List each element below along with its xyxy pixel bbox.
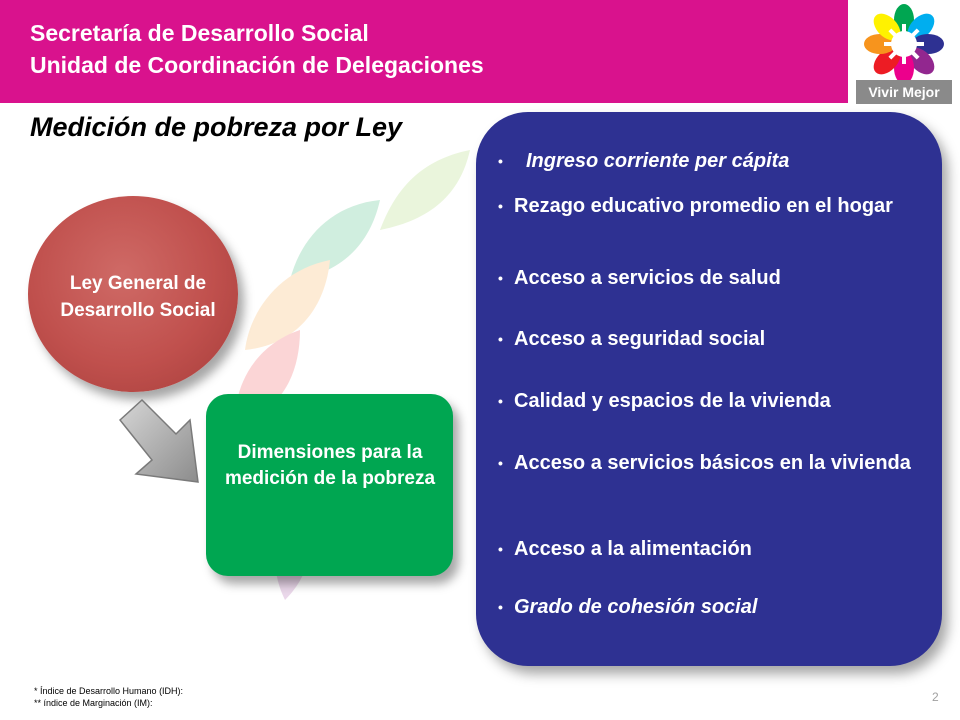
footnote-im: ** índice de Marginación (IM): — [34, 698, 153, 708]
list-item: • Calidad y espacios de la vivienda — [498, 390, 831, 412]
bullet-icon: • — [498, 198, 503, 214]
header-organization: Secretaría de Desarrollo Social — [30, 20, 369, 46]
slide-subtitle: Medición de pobreza por Ley — [30, 112, 403, 142]
bullet-icon: • — [498, 331, 503, 347]
law-circle-label: Ley General de Desarrollo Social — [60, 273, 216, 321]
bullet-icon: • — [498, 599, 503, 615]
bullet-icon: • — [498, 455, 503, 471]
bullet-icon: • — [498, 393, 503, 409]
list-item: • Acceso a servicios de salud — [498, 267, 781, 289]
vivir-mejor-logo — [848, 0, 960, 110]
list-item: • Rezago educativo promedio en el hogar — [498, 195, 893, 217]
dimensions-box-label: Dimensiones para la medición de la pobreza — [224, 442, 436, 489]
footnote-idh: * Índice de Desarrollo Humano (IDH): — [34, 686, 184, 696]
list-item: • Acceso a la alimentación — [498, 538, 752, 560]
list-item: • Acceso a servicios básicos en la vivienda — [498, 452, 911, 474]
bullet-icon: • — [498, 270, 503, 286]
list-item: • Acceso a seguridad social — [498, 328, 766, 350]
page-number: 2 — [932, 690, 939, 704]
bullet-icon: • — [498, 541, 503, 557]
bullet-icon: • — [498, 153, 503, 169]
list-item: • Grado de cohesión social — [498, 596, 758, 618]
logo-text: Vivir Mejor — [868, 84, 940, 100]
list-item: • Ingreso corriente per cápita — [498, 150, 790, 172]
header-bar — [0, 0, 848, 103]
header-unit: Unidad de Coordinación de Delegaciones — [30, 52, 484, 78]
